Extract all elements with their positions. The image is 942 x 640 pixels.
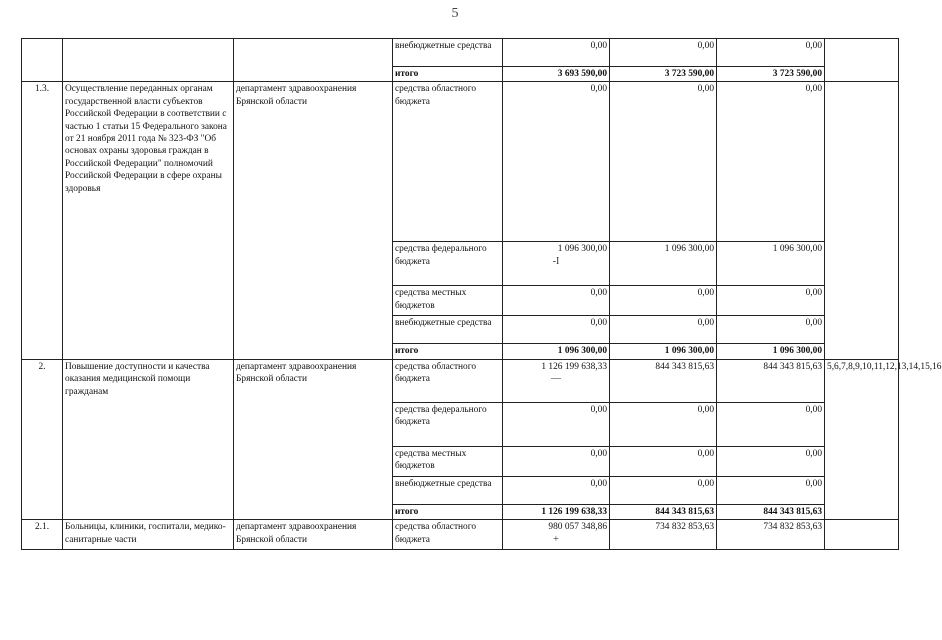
year2-cell: 1 096 300,00 — [610, 242, 717, 286]
handwritten-mark: — — [551, 373, 561, 385]
year2-cell: 1 096 300,00 — [610, 344, 717, 359]
year3-cell: 0,00 — [717, 316, 825, 344]
year2-cell: 0,00 — [610, 39, 717, 67]
year2-cell: 0,00 — [610, 402, 717, 446]
year3-cell: 0,00 — [717, 402, 825, 446]
handwritten-mark: -I — [552, 255, 560, 267]
year1-value: 980 057 348,86 — [548, 522, 607, 533]
year1-cell: 0,00 — [503, 82, 610, 242]
number-cell: 2. — [22, 359, 63, 519]
name-cell — [63, 39, 234, 82]
table-row — [22, 82, 899, 242]
year3-cell: 1 096 300,00 — [717, 242, 825, 286]
executor-cell: департамент здравоохранения Брянской области — [234, 359, 393, 519]
year1-value: 1 126 199 638,33 — [541, 361, 607, 372]
number-cell: 1.3. — [22, 82, 63, 359]
year1-cell: 0,00 — [503, 39, 610, 67]
year3-cell: 0,00 — [717, 476, 825, 504]
year1-cell: 0,00 — [503, 446, 610, 476]
executor-cell: департамент здравоохранения Брянской области — [234, 520, 393, 550]
year3-cell: 0,00 — [717, 82, 825, 242]
year2-cell: 844 343 815,63 — [610, 504, 717, 519]
source-cell: средства местных бюджетов — [393, 286, 503, 316]
year3-cell: 1 096 300,00 — [717, 344, 825, 359]
year3-cell: 3 723 590,00 — [717, 67, 825, 82]
page-number: 5 — [451, 6, 459, 21]
year1-cell — [503, 359, 610, 402]
year3-cell: 0,00 — [717, 446, 825, 476]
executor-cell: департамент здравоохранения Брянской области — [234, 82, 393, 359]
name-cell: Больницы, клиники, госпитали, медико-санитарные части — [63, 520, 234, 550]
number-cell: 2.1. — [22, 520, 63, 550]
source-cell: средства областного бюджета — [393, 520, 503, 550]
table-row — [22, 39, 899, 67]
source-cell: средства областного бюджета — [393, 359, 503, 402]
source-cell: средства областного бюджета — [393, 82, 503, 242]
year3-cell: 844 343 815,63 — [717, 359, 825, 402]
source-cell: итого — [393, 344, 503, 359]
year1-cell: 0,00 — [503, 316, 610, 344]
year1-cell: 1 126 199 638,33 — [503, 504, 610, 519]
year1-cell: 1 096 300,00 — [503, 344, 610, 359]
year2-cell: 0,00 — [610, 82, 717, 242]
year2-cell: 3 723 590,00 — [610, 67, 717, 82]
year3-cell: 844 343 815,63 — [717, 504, 825, 519]
source-cell: внебюджетные средства — [393, 39, 503, 67]
year1-cell — [503, 520, 610, 550]
source-cell: внебюджетные средства — [393, 476, 503, 504]
handwritten-mark: + — [553, 533, 559, 545]
indicators-cell — [825, 520, 899, 550]
name-cell: Осуществление переданных органам государственной власти субъектов Российской Федерации в соответствии с частью 1 статьи 15 Федерального закона от 21 ноября 2011 года № 323-ФЗ "Об основах охраны здоровья граждан в Российской Федерации" полномочий Российской Федерации в сфере охраны здоровья — [63, 82, 234, 359]
budget-table — [21, 38, 942, 550]
source-cell: средства федерального бюджета — [393, 402, 503, 446]
source-cell: итого — [393, 504, 503, 519]
year1-cell — [503, 242, 610, 286]
table-row — [22, 520, 899, 550]
year3-cell: 734 832 853,63 — [717, 520, 825, 550]
indicators-cell: 5,6,7,8,9,10,11,12,13,14,15,16 — [825, 359, 899, 519]
year1-cell: 3 693 590,00 — [503, 67, 610, 82]
indicators-cell — [825, 82, 899, 359]
year2-cell: 734 832 853,63 — [610, 520, 717, 550]
year3-cell: 0,00 — [717, 39, 825, 67]
year1-cell: 0,00 — [503, 402, 610, 446]
year2-cell: 0,00 — [610, 446, 717, 476]
year2-cell: 844 343 815,63 — [610, 359, 717, 402]
executor-cell — [234, 39, 393, 82]
table-row — [22, 359, 899, 402]
indicators-cell — [825, 39, 899, 82]
source-cell: средства федерального бюджета — [393, 242, 503, 286]
number-cell — [22, 39, 63, 82]
name-cell: Повышение доступности и качества оказания медицинской помощи гражданам — [63, 359, 234, 519]
year1-value: 1 096 300,00 — [557, 244, 607, 255]
year3-cell: 0,00 — [717, 286, 825, 316]
year1-cell: 0,00 — [503, 286, 610, 316]
year1-cell: 0,00 — [503, 476, 610, 504]
year2-cell: 0,00 — [610, 476, 717, 504]
source-cell: итого — [393, 67, 503, 82]
source-cell: средства местных бюджетов — [393, 446, 503, 476]
source-cell: внебюджетные средства — [393, 316, 503, 344]
year2-cell: 0,00 — [610, 286, 717, 316]
year2-cell: 0,00 — [610, 316, 717, 344]
